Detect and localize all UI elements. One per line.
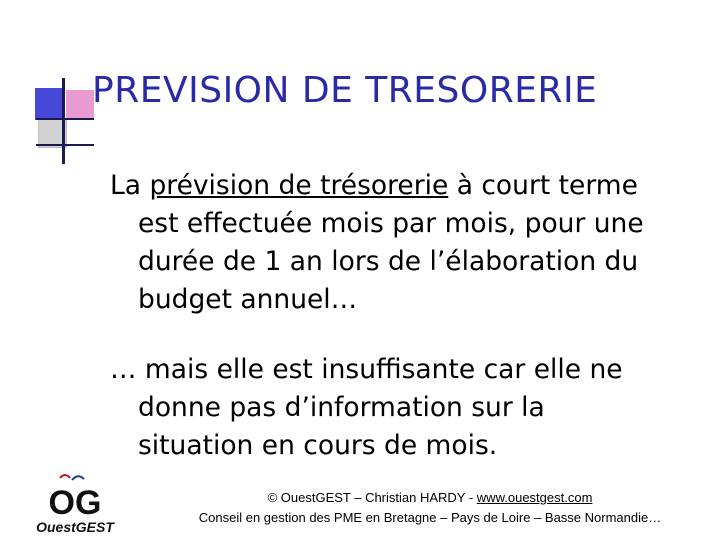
paragraph-1 bbox=[110, 167, 710, 319]
logo-text: OuestGEST bbox=[36, 519, 114, 535]
logo-swoosh-left bbox=[60, 475, 70, 478]
decor-vertical-line bbox=[62, 78, 65, 164]
paragraph-1-line-4: budget annuel… bbox=[138, 284, 358, 315]
logo-og: OG bbox=[48, 484, 102, 522]
logo-swoosh-right bbox=[72, 476, 84, 480]
ouestgest-logo bbox=[20, 470, 130, 540]
paragraph-1-prefix: La bbox=[110, 170, 150, 201]
paragraph-2-line-1: … mais elle est insuffisante car elle ne bbox=[110, 354, 623, 385]
paragraph-1-line-2: est effectuée mois par mois, pour une bbox=[138, 208, 644, 239]
decor-square-blue bbox=[35, 88, 65, 120]
paragraph-2 bbox=[110, 351, 710, 465]
footer-copyright: © OuestGEST – Christian HARDY - bbox=[267, 490, 477, 505]
decor-horizontal-line-bottom bbox=[36, 144, 94, 146]
slide-title: PREVISION DE TRESORERIE bbox=[92, 70, 598, 111]
paragraph-1-line-1 bbox=[110, 167, 710, 205]
footer-line-2: Conseil en gestion des PME en Bretagne – Pays de Loire – Basse Normandie… bbox=[198, 510, 662, 525]
footer-website-link[interactable]: www.ouestgest.com bbox=[476, 490, 593, 505]
decor-square-pink bbox=[66, 90, 94, 120]
underlined-term: prévision de trésorerie bbox=[149, 170, 449, 201]
paragraph-1-line-3: durée de 1 an lors de l’élaboration du bbox=[138, 246, 639, 277]
paragraph-2-line-2: donne pas d’information sur la bbox=[138, 392, 545, 423]
paragraph-2-line-3: situation en cours de mois. bbox=[138, 430, 498, 461]
paragraph-1-rest: à court terme bbox=[448, 170, 638, 201]
decor-horizontal-line bbox=[36, 118, 94, 120]
footer-line-1 bbox=[150, 488, 710, 508]
